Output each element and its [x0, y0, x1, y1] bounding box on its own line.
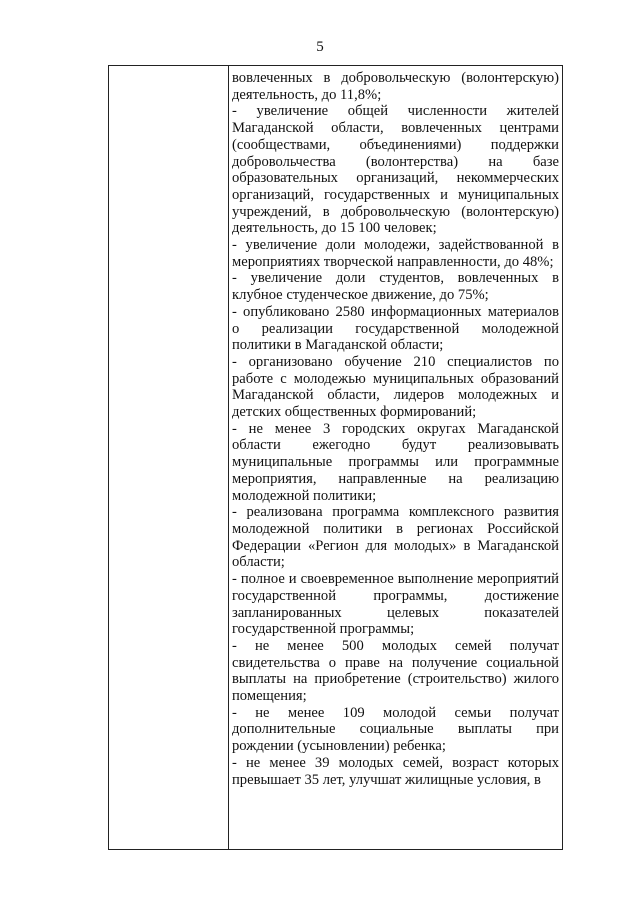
list-item: - полное и своевременное выполнение мероприятий государственной программы, достижение запланированных целевых показателей государственной программы;	[232, 571, 559, 638]
table-right-cell	[232, 70, 559, 788]
list-item: - организовано обучение 210 специалистов по работе с молодежью муниципальных образований Магаданской области, лидеров молодежных и детских общественных формирований;	[232, 353, 559, 421]
list-item: - увеличение доли молодежи, задействованной в мероприятиях творческой направленности, до 48%;	[232, 237, 559, 270]
list-item: - увеличение общей численности жителей Магаданской области, вовлеченных центрами (сообществами, объединениями) поддержки добровольчества (волонтерства) на базе образовательных организаций, некоммерческих организаций, государственных и муниципальных учреждений, в добровольческую (волонтерскую) деятельность, до 15 100 человек;	[232, 103, 559, 237]
list-item: вовлеченных в добровольческую (волонтерскую) деятельность, до 11,8%;	[232, 70, 559, 103]
list-item: - не менее 39 молодых семей, возраст которых превышает 35 лет, улучшат жилищные условия, в	[232, 754, 559, 788]
list-item: - не менее 3 городских округах Магаданской области ежегодно будут реализовывать муниципальные программы или программные мероприятия, направленные на реализацию молодежной политики;	[232, 420, 559, 504]
list-item: - не менее 500 молодых семей получат свидетельства о праве на получение социальной выплаты на приобретение (строительство) жилого помещения;	[232, 637, 559, 705]
list-item: - не менее 109 молодой семьи получат дополнительные социальные выплаты при рождении (усыновлении) ребенка;	[232, 704, 559, 755]
list-item: - опубликовано 2580 информационных материалов о реализации государственной молодежной политики в Магаданской области;	[232, 303, 559, 354]
table-left-cell	[109, 66, 228, 849]
page-number: 5	[316, 39, 324, 55]
list-item: - реализована программа комплексного развития молодежной политики в регионах Российской Федерации «Регион для молодых» в Магаданской области;	[232, 504, 559, 571]
results-table	[108, 65, 563, 850]
column-divider	[228, 66, 229, 849]
list-item: - увеличение доли студентов, вовлеченных в клубное студенческое движение, до 75%;	[232, 270, 559, 304]
